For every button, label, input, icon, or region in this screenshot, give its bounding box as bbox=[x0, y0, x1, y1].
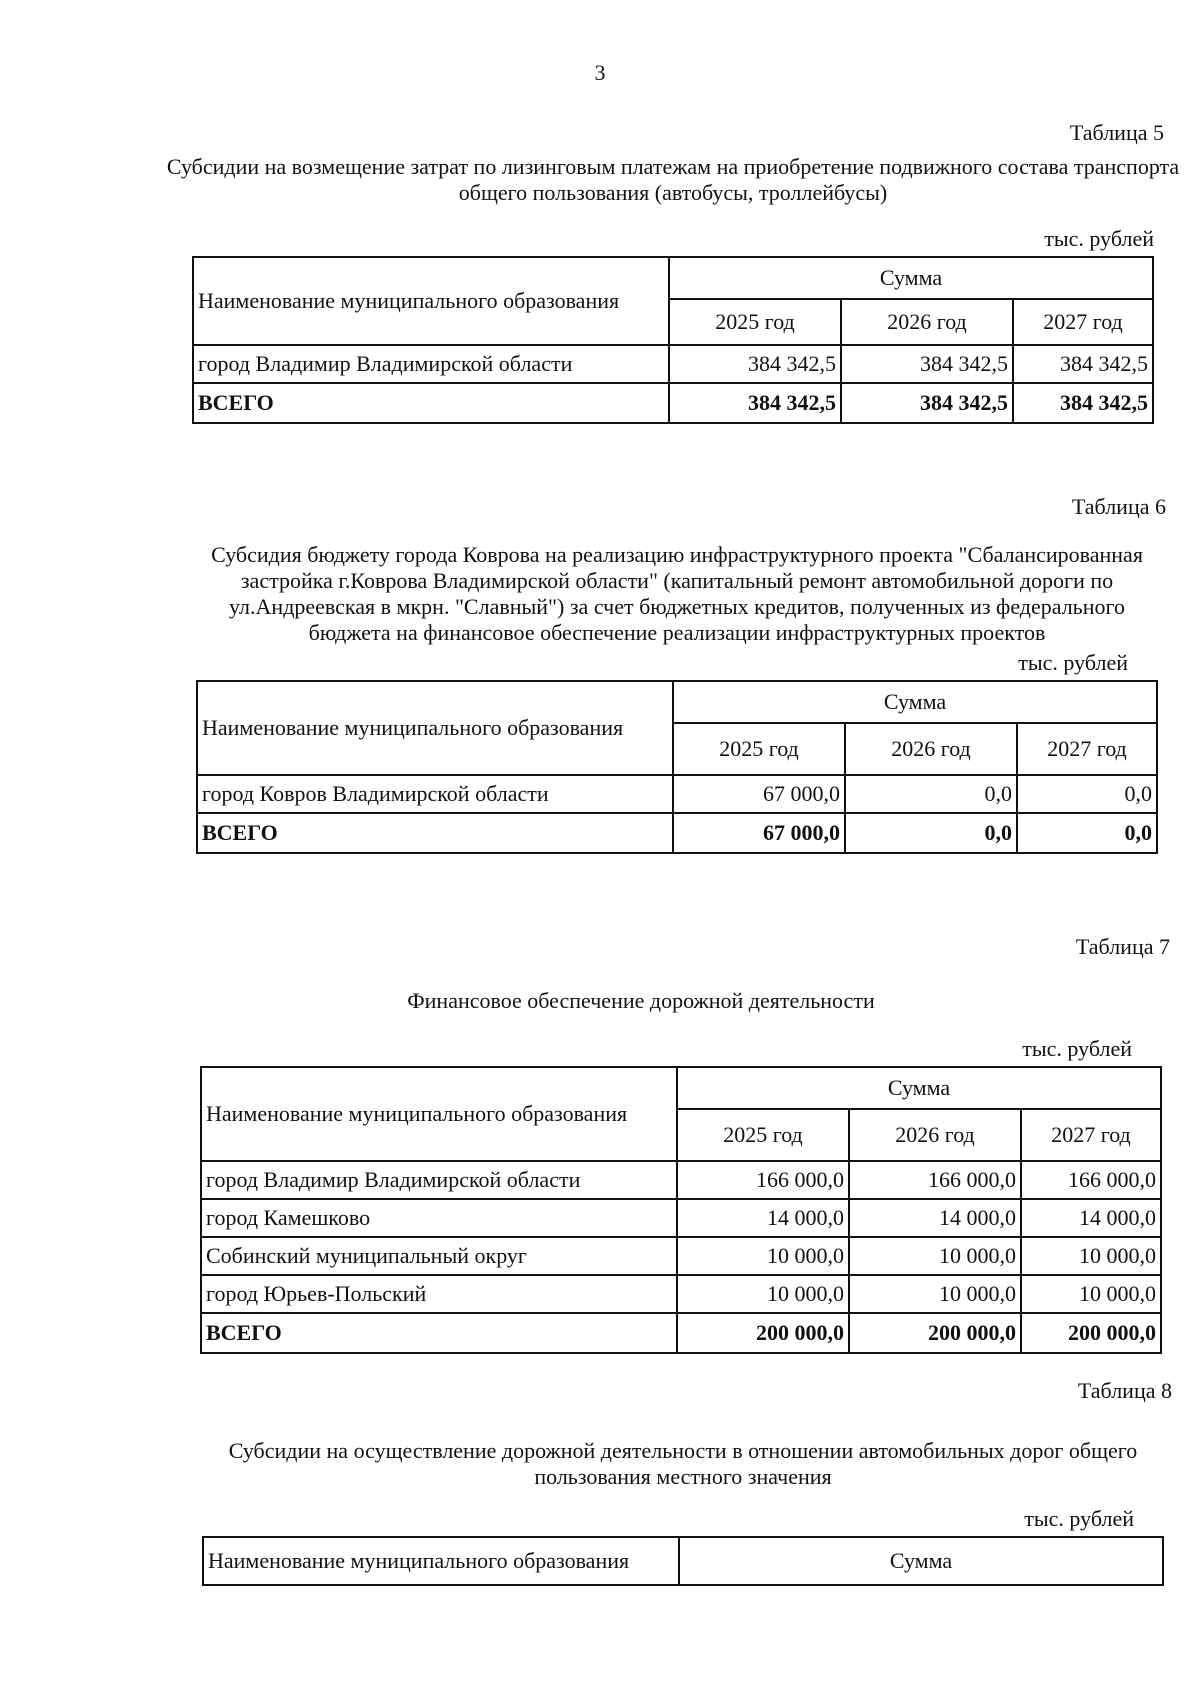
total-name: ВСЕГО bbox=[197, 813, 673, 853]
table7-units: тыс. рублей bbox=[1022, 1036, 1132, 1061]
row-value-2027: 14 000,0 bbox=[1021, 1199, 1161, 1237]
table8-label: Таблица 8 bbox=[1077, 1378, 1172, 1403]
table5-label: Таблица 5 bbox=[1069, 120, 1164, 145]
row-value-2025: 10 000,0 bbox=[677, 1275, 849, 1313]
total-value-2025: 384 342,5 bbox=[669, 383, 841, 423]
header-year-2026: 2026 год bbox=[849, 1109, 1021, 1161]
header-name: Наименование муниципального образования bbox=[201, 1067, 677, 1161]
table7-title: Финансовое обеспечение дорожной деятельности bbox=[407, 988, 875, 1013]
total-value-2025: 200 000,0 bbox=[677, 1313, 849, 1353]
total-value-2027: 200 000,0 bbox=[1021, 1313, 1161, 1353]
row-value-2025: 10 000,0 bbox=[677, 1237, 849, 1275]
table6 bbox=[196, 680, 1158, 854]
header-name: Наименование муниципального образования bbox=[197, 681, 673, 775]
total-row bbox=[197, 813, 1157, 853]
total-value-2026: 200 000,0 bbox=[849, 1313, 1021, 1353]
header-year-2026: 2026 год bbox=[845, 723, 1017, 775]
row-name: город Владимир Владимирской области bbox=[201, 1161, 677, 1199]
table7-section bbox=[200, 934, 1170, 1354]
row-value-2026: 14 000,0 bbox=[849, 1199, 1021, 1237]
header-year-2025: 2025 год bbox=[669, 299, 841, 345]
total-value-2026: 0,0 bbox=[845, 813, 1017, 853]
row-value-2027: 166 000,0 bbox=[1021, 1161, 1161, 1199]
total-value-2027: 0,0 bbox=[1017, 813, 1157, 853]
header-sum: Сумма bbox=[677, 1067, 1161, 1109]
row-value-2025: 384 342,5 bbox=[669, 345, 841, 383]
row-name: город Камешково bbox=[201, 1199, 677, 1237]
header-year-2027: 2027 год bbox=[1013, 299, 1153, 345]
table6-title: Субсидия бюджету города Коврова на реализацию инфраструктурного проекта "Сбалансированная застройка г.Коврова Владимирской области" (капитальный ремонт автомобильной дороги по ул.Андреевская в мкрн. "Славный") за счет бюджетных кредитов, полученных из федерального бюджета на финансовое обеспечение реализации инфраструктурных проектов bbox=[211, 542, 1143, 645]
table-row bbox=[201, 1199, 1161, 1237]
total-name: ВСЕГО bbox=[201, 1313, 677, 1353]
row-value-2025: 67 000,0 bbox=[673, 775, 845, 813]
row-name: город Юрьев-Польский bbox=[201, 1275, 677, 1313]
header-sum: Сумма bbox=[679, 1537, 1163, 1585]
header-name: Наименование муниципального образования bbox=[203, 1537, 679, 1585]
row-name: город Ковров Владимирской области bbox=[197, 775, 673, 813]
row-value-2026: 10 000,0 bbox=[849, 1237, 1021, 1275]
header-sum: Сумма bbox=[669, 257, 1153, 299]
total-value-2026: 384 342,5 bbox=[841, 383, 1013, 423]
table-row bbox=[201, 1161, 1161, 1199]
table5-units: тыс. рублей bbox=[1044, 226, 1154, 251]
header-sum: Сумма bbox=[673, 681, 1157, 723]
row-name: город Владимир Владимирской области bbox=[193, 345, 669, 383]
row-value-2025: 166 000,0 bbox=[677, 1161, 849, 1199]
header-year-2026: 2026 год bbox=[841, 299, 1013, 345]
table7-label: Таблица 7 bbox=[1075, 934, 1170, 959]
table-row bbox=[201, 1237, 1161, 1275]
row-value-2026: 166 000,0 bbox=[849, 1161, 1021, 1199]
table8-units: тыс. рублей bbox=[1024, 1506, 1134, 1531]
header-year-2027: 2027 год bbox=[1017, 723, 1157, 775]
row-value-2026: 0,0 bbox=[845, 775, 1017, 813]
row-name: Собинский муниципальный округ bbox=[201, 1237, 677, 1275]
total-name: ВСЕГО bbox=[193, 383, 669, 423]
row-value-2026: 384 342,5 bbox=[841, 345, 1013, 383]
table5 bbox=[192, 256, 1154, 424]
header-year-2027: 2027 год bbox=[1021, 1109, 1161, 1161]
header-year-2025: 2025 год bbox=[677, 1109, 849, 1161]
row-value-2027: 0,0 bbox=[1017, 775, 1157, 813]
page-number: 3 bbox=[594, 60, 606, 85]
row-value-2027: 10 000,0 bbox=[1021, 1237, 1161, 1275]
table6-label: Таблица 6 bbox=[1071, 494, 1166, 519]
table7 bbox=[200, 1066, 1162, 1354]
table5-title: Субсидии на возмещение затрат по лизинговым платежам на приобретение подвижного состава транспорта общего пользования (автобусы, троллейбусы) bbox=[166, 154, 1180, 205]
row-value-2026: 10 000,0 bbox=[849, 1275, 1021, 1313]
row-value-2027: 384 342,5 bbox=[1013, 345, 1153, 383]
table8 bbox=[202, 1536, 1164, 1586]
header-name: Наименование муниципального образования bbox=[193, 257, 669, 345]
table-row bbox=[197, 775, 1157, 813]
header-year-2025: 2025 год bbox=[673, 723, 845, 775]
table6-section bbox=[196, 494, 1166, 854]
row-value-2027: 10 000,0 bbox=[1021, 1275, 1161, 1313]
total-row bbox=[201, 1313, 1161, 1353]
table5-section bbox=[166, 120, 1180, 424]
total-value-2027: 384 342,5 bbox=[1013, 383, 1153, 423]
table6-units: тыс. рублей bbox=[1018, 650, 1128, 675]
total-value-2025: 67 000,0 bbox=[673, 813, 845, 853]
total-row bbox=[193, 383, 1153, 423]
table8-title: Субсидии на осуществление дорожной деятельности в отношении автомобильных дорог общего пользования местного значения bbox=[228, 1438, 1138, 1489]
table-row bbox=[193, 345, 1153, 383]
table-row bbox=[201, 1275, 1161, 1313]
row-value-2025: 14 000,0 bbox=[677, 1199, 849, 1237]
table8-section bbox=[202, 1378, 1172, 1586]
